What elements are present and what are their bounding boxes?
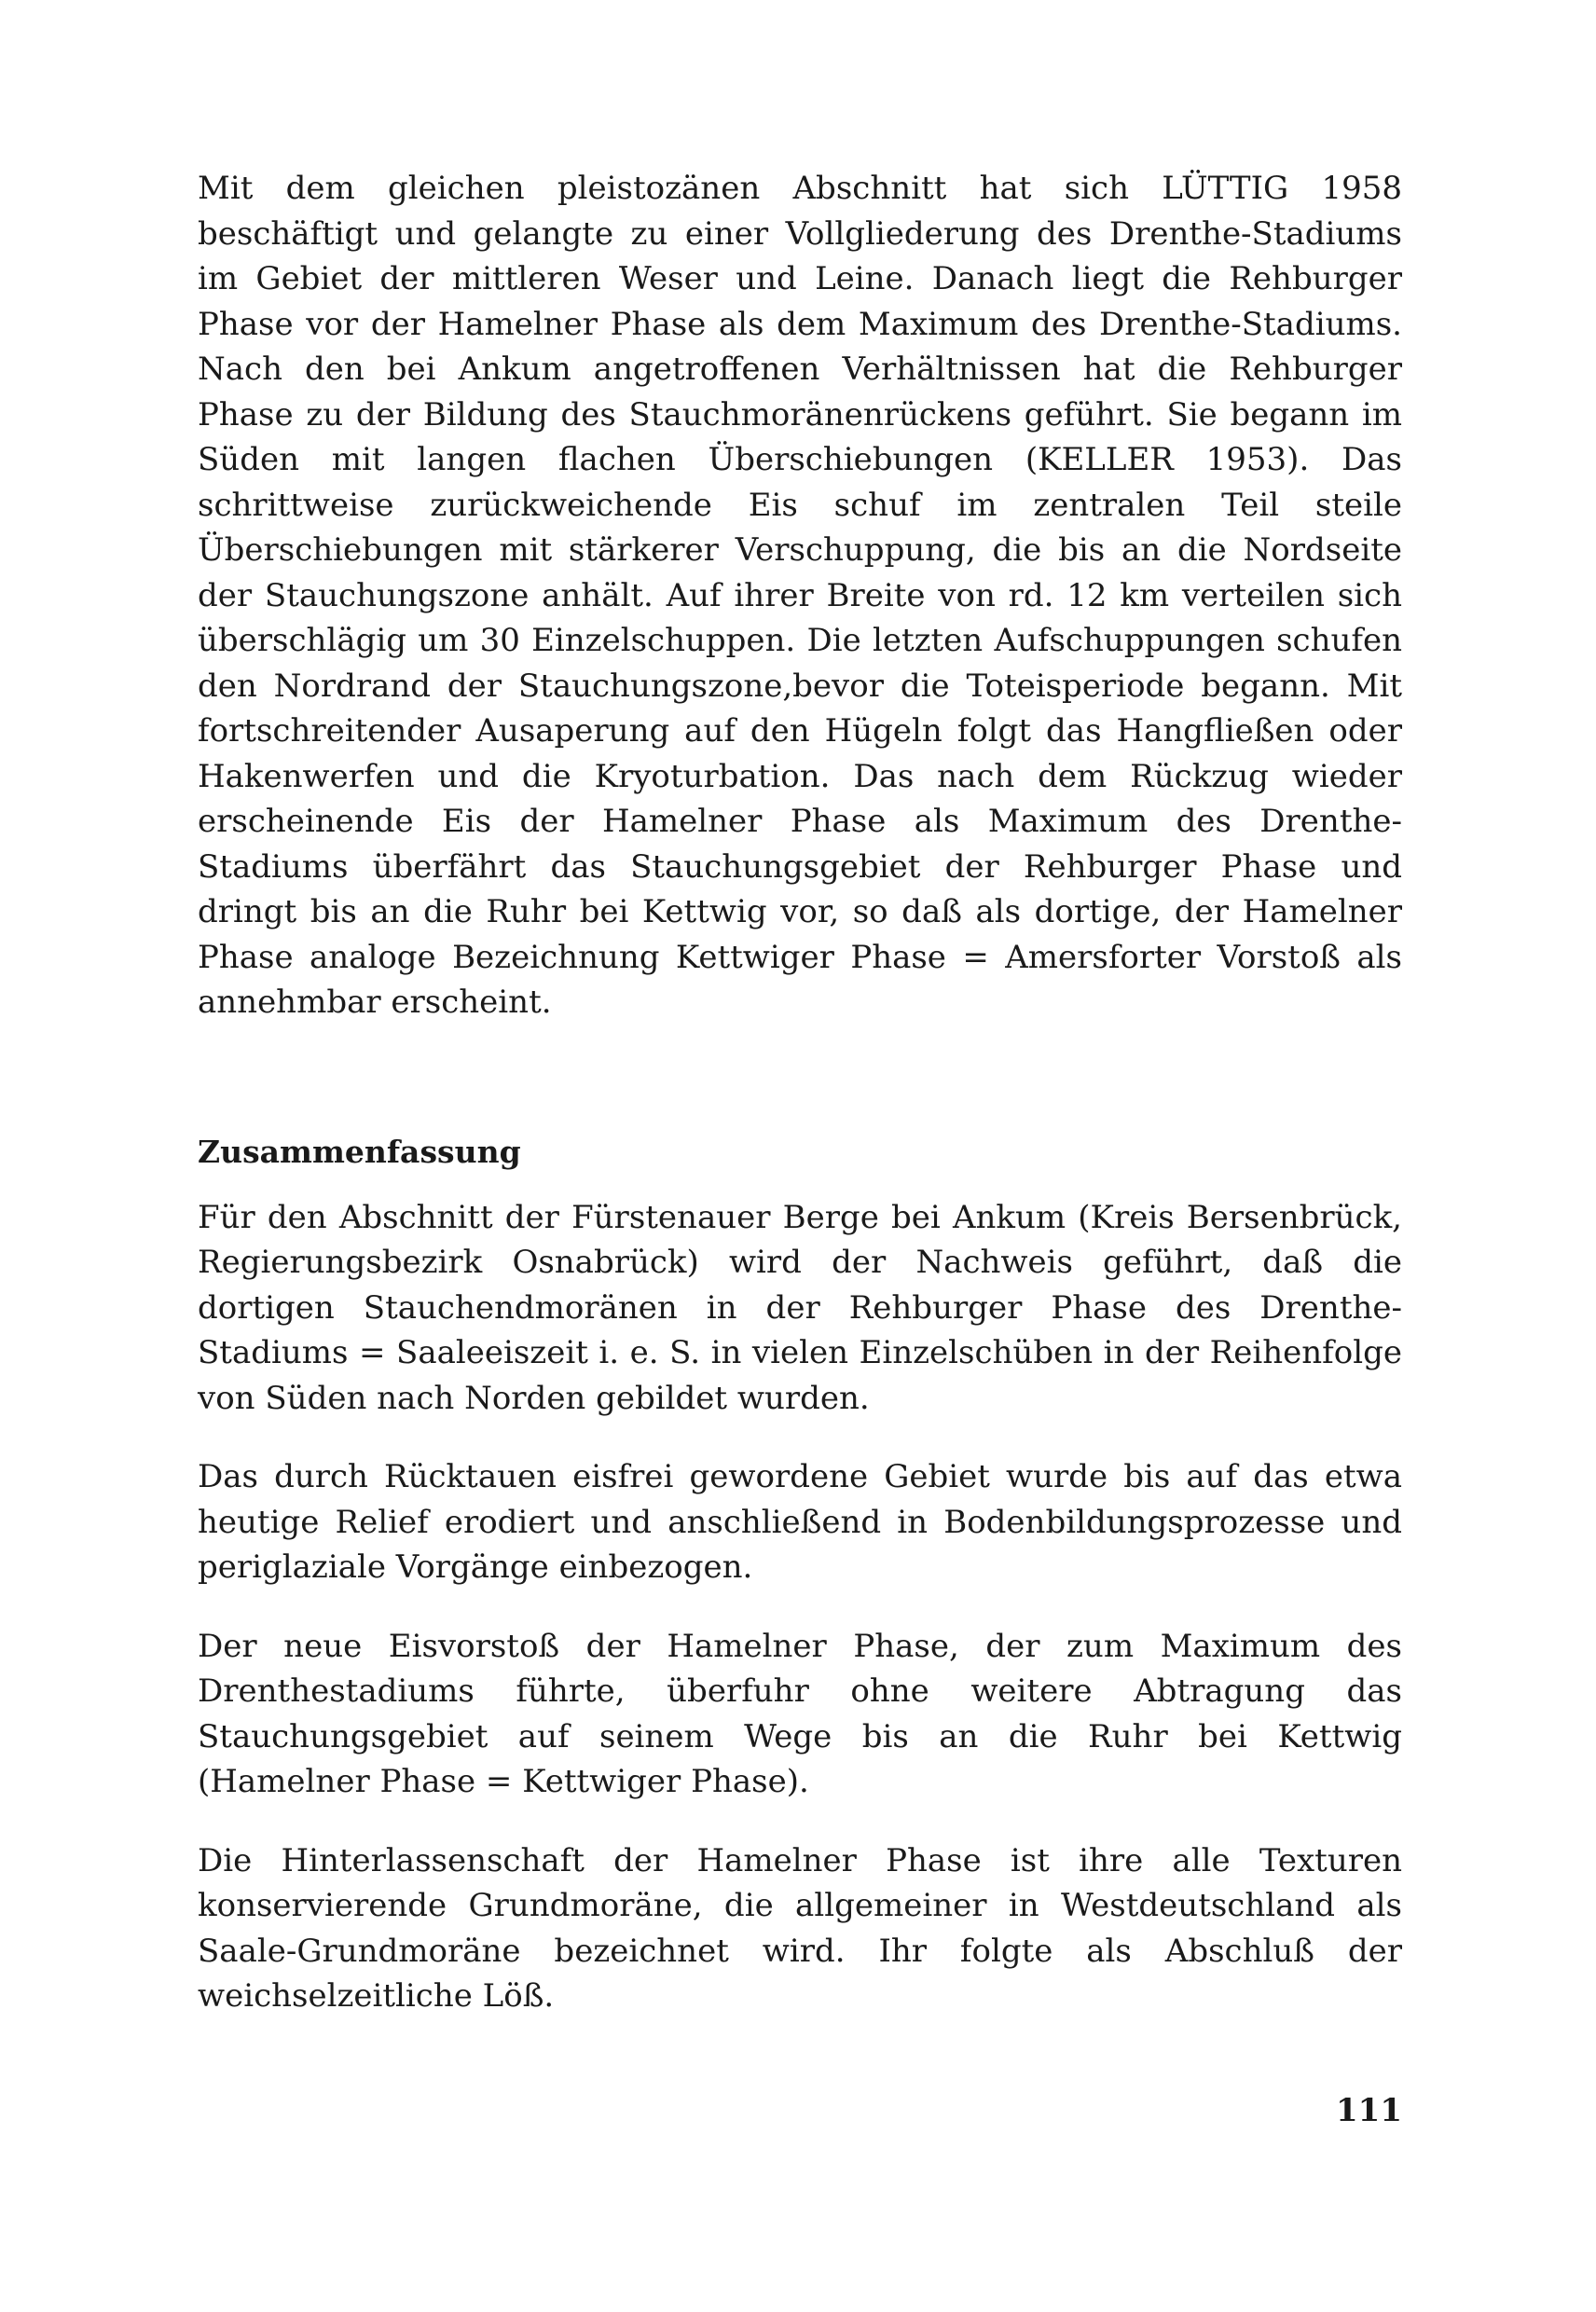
section-heading: Zusammenfassung — [198, 1133, 521, 1170]
page-body — [198, 166, 1402, 2019]
summary-paragraph-1: Für den Abschnitt der Fürstenauer Berge bei Ankum (Kreis Bersenbrück, Regierungsbezirk Osnabrück) wird der Nachweis geführt, daß die dortigen Stauchendmoränen in der Rehburger Phase des Drenthe-Stadiums = Saaleeiszeit i. e. S. in vielen Einzelschüben in der Reihenfolge von Süden nach Norden gebildet wurden. — [198, 1198, 1402, 1417]
page-number: 111 — [1336, 2092, 1402, 2129]
summary-paragraph-2: Das durch Rücktauen eisfrei gewordene Gebiet wurde bis auf das etwa heutige Relief erodiert und anschließend in Bodenbildungsprozesse und periglaziale Vorgänge einbezogen. — [198, 1458, 1402, 1586]
summary-paragraph-3: Der neue Eisvorstoß der Hamelner Phase, der zum Maximum des Drenthestadiums führte, überfuhr ohne weitere Abtragung das Stauchungsgebiet auf seinem Wege bis an die Ruhr bei Kettwig (Hamelner Phase = Kettwiger Phase). — [198, 1627, 1402, 1800]
summary-paragraph-4: Die Hinterlassenschaft der Hamelner Phase ist ihre alle Texturen konservierende Grundmoräne, die allgemeiner in Westdeutschland als Saale-Grundmoräne bezeichnet wird. Ihr folgte als Abschluß der weichselzeitliche Löß. — [198, 1841, 1402, 2015]
intro-paragraph: Mit dem gleichen pleistozänen Abschnitt hat sich LÜTTIG 1958 beschäftigt und gelangte zu einer Vollgliederung des Drenthe-Stadiums im Gebiet der mittleren Weser und Leine. Danach liegt die Rehburger Phase vor der Hamelner Phase als dem Maximum des Drenthe-Stadiums. Nach den bei Ankum angetroffenen Verhältnissen hat die Rehburger Phase zu der Bildung des Stauchmoränenrückens geführt. Sie begann im Süden mit langen flachen Überschiebungen (KELLER 1953). Das schrittweise zurückweichende Eis schuf im zentralen Teil steile Überschiebungen mit stärkerer Verschuppung, die bis an die Nordseite der Stauchungszone anhält. Auf ihrer Breite von rd. 12 km verteilen sich überschlägig um 30 Einzelschuppen. Die letzten Aufschuppungen schufen den Nordrand der Stauchungszone,bevor die Toteisperiode begann. Mit fortschreitender Ausaperung auf den Hügeln folgt das Hangfließen oder Hakenwerfen und die Kryoturbation. Das nach dem Rückzug wieder erscheinende Eis der Hamelner Phase als Maximum des Drenthe-Stadiums überfährt das Stauchungsgebiet der Rehburger Phase und dringt bis an die Ruhr bei Kettwig vor, so daß als dortige, der Hamelner Phase analoge Bezeichnung Kettwiger Phase = Amersforter Vorstoß als annehmbar erscheint. — [198, 170, 1402, 1021]
